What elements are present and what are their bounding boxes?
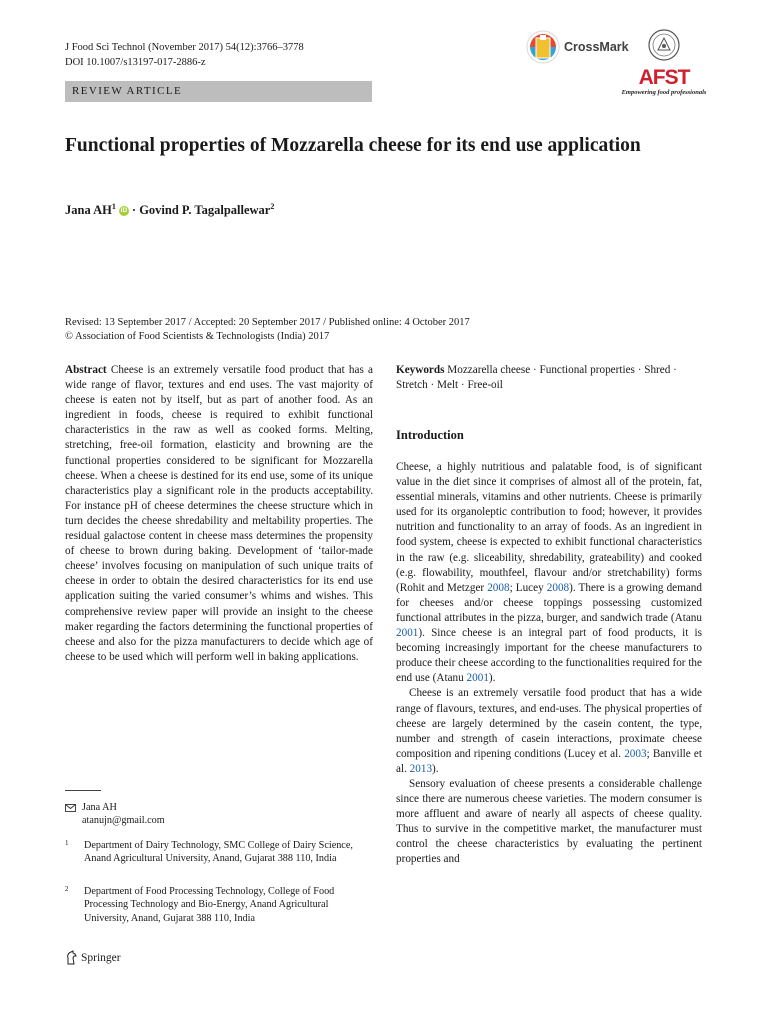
afsti-emblem-icon — [647, 28, 681, 62]
contact-email[interactable]: atanujn@gmail.com — [82, 815, 165, 827]
intro-paragraph-1 — [396, 460, 702, 686]
keywords — [396, 363, 702, 393]
crossmark-badge[interactable] — [526, 30, 629, 64]
affiliation-text: Department of Dairy Technology, SMC College of Dairy Science, Anand Agricultural University, Anand, Gujarat 388 110, India — [84, 840, 353, 865]
affiliation-text: Department of Food Processing Technology, College of Food Processing Technology and Bio-Energy, Anand Agricultural University, Anand, Gujarat 388 110, India — [84, 886, 335, 924]
envelope-icon — [65, 804, 76, 812]
afsti-wordmark: AFST — [638, 66, 690, 89]
publisher-name[interactable]: Springer — [81, 951, 121, 964]
article-type-banner: REVIEW ARTICLE — [65, 81, 372, 102]
afsti-tagline: Empowering food professionals — [621, 89, 707, 96]
crossmark-label: CrossMark — [564, 40, 629, 54]
keywords-label: Keywords — [396, 364, 445, 376]
history-dates: Revised: 13 September 2017 / Accepted: 20 September 2017 / Published online: 4 October 2017 — [65, 317, 470, 328]
introduction-body — [396, 460, 702, 868]
text-run: ). Since cheese is an integral part of food products, it is becoming increasingly important for the cheese manufacturers to produce their cheese according to the functionalities required for the end use (Atanu — [396, 627, 702, 685]
citation-link[interactable]: 2008 — [546, 581, 570, 594]
introduction-heading: Introduction — [396, 428, 464, 442]
abstract-text: Cheese is an extremely versatile food product that has a wide range of flavor, textures and end uses. The vast majority of cheese is eaten not by itself, but as part of another food. As an ingredient in foods, cheese is required to exhibit functional characteristics in the raw as well as cooked forms. Melting, stretching, free-oil formation, elasticity and browning are the functional properties considered to be significant for Mozzarella cheese. When a cheese is destined for its end use, some of its unique characteristics play a significant role in the products acceptability. For instance pH of cheese determines the cheese structure which in turn decides the cheese shredability and meltability properties. The residual galactose content in cheese mass determines the propensity of cheese to brown during baking. Development of ‘tailor-made cheese’ involves focusing on manipulation of such unique traits of cheese in order to obtain the desired characteristics for its end use application suiting the varied consumer’s whims and wishes. This comprehensive review paper will provide an insight to the cheese maker regarding the factors determining the functional properties of cheese and also for the pizza manufacturers to decide which age of cheese to be used which will perform well in baking applications. — [65, 364, 374, 663]
journal-citation: J Food Sci Technol (November 2017) 54(12):3766–3778 — [65, 42, 304, 53]
author-separator: · — [131, 203, 137, 218]
author-2-affiliation-mark: 2 — [270, 202, 275, 211]
doi[interactable]: DOI 10.1007/s13197-017-2886-z — [65, 57, 206, 68]
keywords-text: Mozzarella cheese · Functional properties · Shred · Stretch · Melt · Free-oil — [396, 364, 677, 392]
affiliation-1 — [65, 839, 365, 866]
crossmark-icon — [526, 30, 560, 64]
citation-link[interactable]: 2008 — [487, 581, 510, 594]
paper-title: Functional properties of Mozzarella cheese for its end use application — [65, 135, 641, 156]
publication-dates — [65, 316, 470, 343]
abstract-label: Abstract — [65, 364, 107, 376]
orcid-icon[interactable]: iD — [120, 207, 128, 215]
affiliation-number: 1 — [65, 839, 69, 847]
text-run: ). There is a growing demand for cheeses and/or cheese toppings possessing customized functional attributes in the pizza, burger, and sandwich trade (Atanu — [396, 581, 702, 624]
citation-link[interactable]: 2001 — [396, 627, 419, 640]
copyright: © Association of Food Scientists & Technologists (India) 2017 — [65, 330, 330, 342]
author-2-name[interactable]: Govind P. Tagalpallewar — [139, 203, 271, 218]
afsti-logo — [618, 28, 710, 96]
author-1-name[interactable]: Jana AH — [65, 203, 112, 218]
author-1-affiliation-mark: 1 — [111, 202, 116, 211]
citation-link[interactable]: 2003 — [624, 747, 647, 760]
author-list — [65, 202, 274, 218]
intro-paragraph-2 — [396, 686, 702, 777]
affiliation-number: 2 — [65, 885, 69, 893]
footnote-divider — [65, 790, 101, 791]
text-run: Cheese, a highly nutritious and palatable food, is of significant value in the diet since it comprises of almost all of the protein, fat, essential minerals, vitamins and other nutrients. Cheese is primarily used for its organoleptic contribution to food; however, it provides nutrition and functionality to an array of foods. As an ingredient in food system, cheese is expected to exhibit functional characteristics in the raw (e.g. sliceability, shredability, grateability) and cooked (e.g. flowability, mouthfeel, flavour and/or stretchability) forms (Rohit and Metzger — [396, 461, 702, 594]
text-run: ). — [432, 762, 439, 775]
intro-paragraph-3: Sensory evaluation of cheese presents a considerable challenge since there are numerous cheese varieties. The modern consumer is more affluent and aware of nearly all aspects of cheese quality. Thus to survive in the competitive market, the manufacturer must control the cheese characteristics by evaluating the pertinent properties and — [396, 777, 702, 866]
corresponding-author — [65, 801, 165, 828]
citation-link[interactable]: 2001 — [466, 672, 489, 685]
springer-horse-icon — [65, 950, 78, 965]
text-run: Cheese is an extremely versatile food product that has a wide range of flavours, textures, and end-uses. The physical properties of cheese are largely determined by the casein content, the type, number and strength of casein interactions, proximate cheese composition and ripening conditions (Lucey et al. — [396, 687, 702, 760]
citation-link[interactable]: 2013 — [409, 762, 433, 775]
text-run: ). — [488, 672, 496, 685]
publisher-footer — [65, 950, 121, 965]
text-run: ; Banville et al. — [396, 747, 702, 775]
abstract — [65, 363, 373, 665]
journal-header — [65, 40, 304, 70]
text-run: ; Lucey — [509, 581, 547, 594]
affiliation-2 — [65, 885, 365, 925]
contact-name: Jana AH — [82, 802, 117, 813]
